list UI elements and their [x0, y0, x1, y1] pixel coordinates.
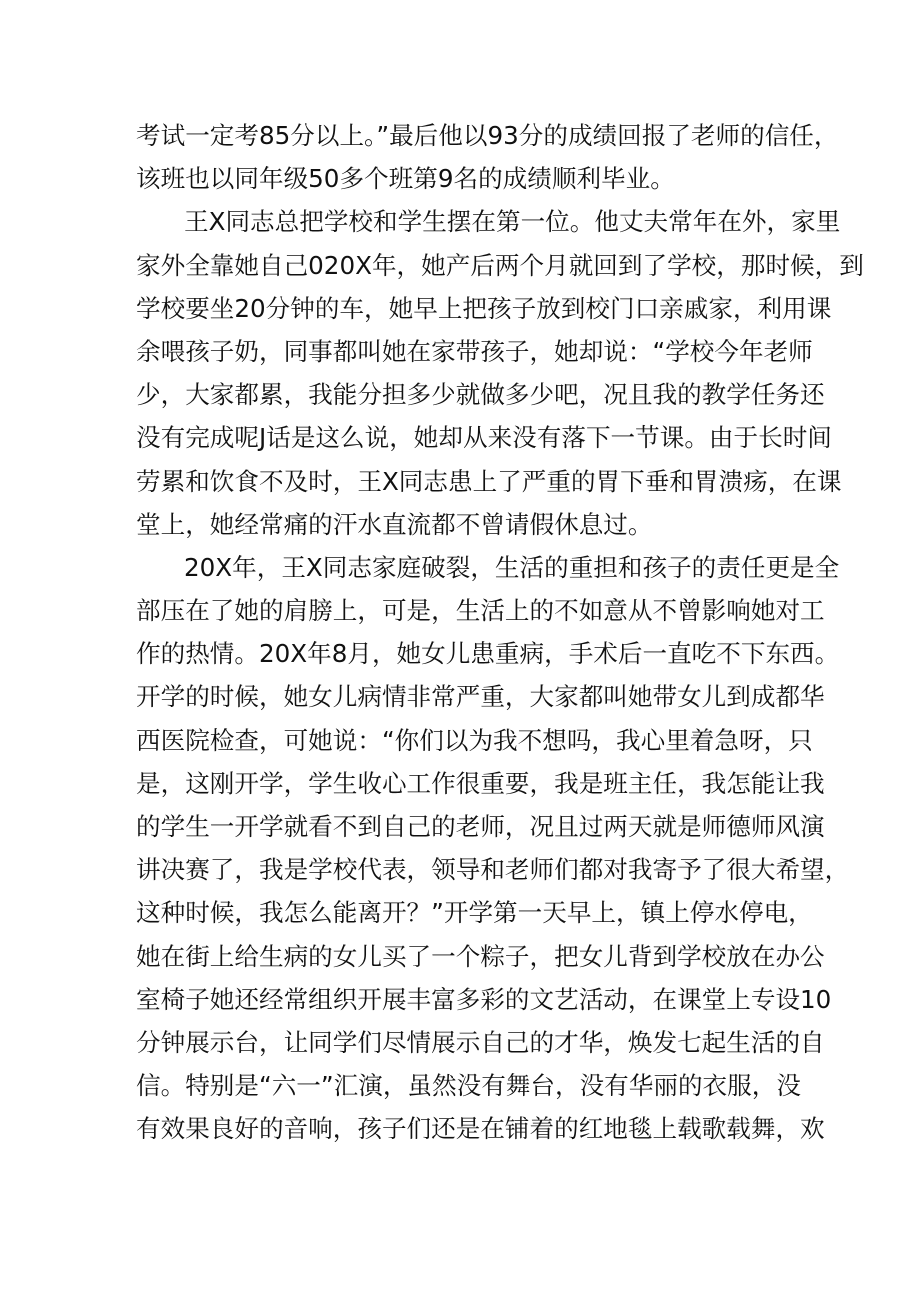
- text-line: 部压在了她的肩膀上，可是，生活上的不如意从不曾影响她对工: [136, 596, 825, 626]
- text-line: 20X年，王X同志家庭破裂，生活的重担和孩子的责任更是全: [184, 552, 840, 582]
- text-line: 信。特别是“六一”汇演，虽然没有舞台，没有华丽的衣服，没: [136, 1071, 801, 1101]
- text-line: 劳累和饮食不及时，王X同志患上了严重的胃下垂和胃溃疡，在课: [136, 466, 842, 496]
- text-line: 考试一定考85分以上。”最后他以93分的成绩回报了老师的信任，: [136, 121, 839, 150]
- text-line: 这种时候，我怎么能离开？”开学第一天早上，镇上停水停电，: [136, 898, 813, 928]
- text-line: 西医院检查，可她说：“你们以为我不想吗，我心里着急呀，只: [136, 725, 813, 755]
- text-line: 没有完成呢J话是这么说，她却从来没有落下一节课。由于长时间: [136, 423, 832, 453]
- text-line: 学校要坐20分钟的车，她早上把孩子放到校门口亲戚家，利用课: [136, 293, 832, 323]
- text-line: 作的热情。20X年8月，她女儿患重病，手术后一直吃不下东西。: [136, 639, 840, 669]
- text-line: 有效果良好的音响，孩子们还是在铺着的红地毯上载歌载舞，欢: [136, 1114, 825, 1144]
- text-line: 余喂孩子奶，同事都叫她在家带孩子，她却说：“学校今年老师: [136, 336, 813, 366]
- text-line: 家外全靠她自己020X年，她产后两个月就回到了学校，那时候，到: [136, 250, 864, 280]
- text-line: 少，大家都累，我能分担多少就做多少吧，况且我的教学任务还: [136, 380, 825, 410]
- text-line: 堂上，她经常痛的汗水直流都不曾请假休息过。: [136, 509, 653, 539]
- text-line: 该班也以同年级50多个班第9名的成绩顺利毕业。: [136, 164, 675, 194]
- text-line: 是，这刚开学，学生收心工作很重要，我是班主任，我怎能让我: [136, 768, 825, 798]
- text-line: 分钟展示台，让同学们尽情展示自己的才华，焕发七起生活的自: [136, 1027, 825, 1057]
- text-line: 室椅子她还经常组织开展丰富多彩的文艺活动，在课堂上专设10: [136, 984, 832, 1014]
- text-line: 她在街上给生病的女儿买了一个粽子，把女儿背到学校放在办公: [136, 941, 825, 971]
- text-line: 开学的时候，她女儿病情非常严重，大家都叫她带女儿到成都华: [136, 682, 825, 712]
- text-line: 王X同志总把学校和学生摆在第一位。他丈夫常年在外，家里: [184, 207, 841, 237]
- text-line: 讲决赛了，我是学校代表，领导和老师们都对我寄予了很大希望，: [136, 855, 850, 885]
- text-line: 的学生一开学就看不到自己的老师，况且过两天就是师德师风演: [136, 812, 825, 841]
- body-text: [136, 114, 864, 1151]
